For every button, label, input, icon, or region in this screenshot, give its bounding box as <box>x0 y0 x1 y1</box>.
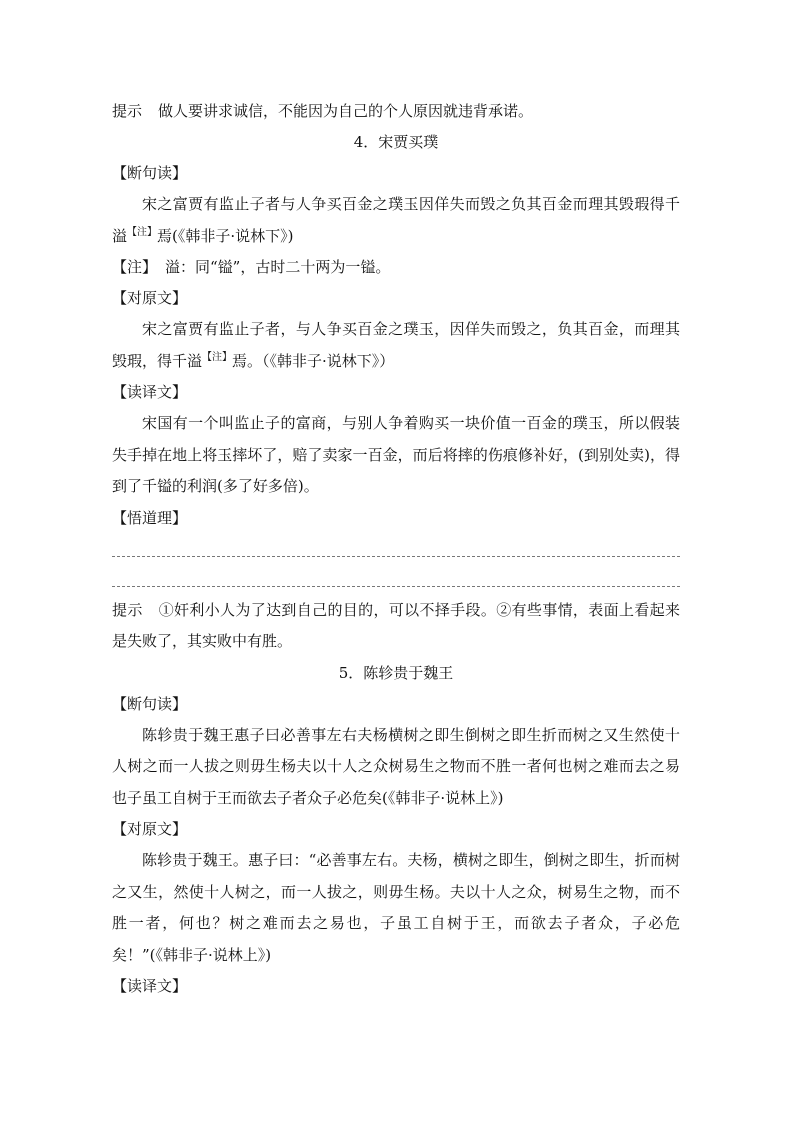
note-text: 溢：同“镒”，古时二十两为一镒。 <box>165 258 391 276</box>
original-text: 陈轸贵于魏王。惠子曰：“必善事左右。夫杨，横树之即生，倒树之即生，折而树之又生，然使十人树之，而一人拔之，则毋生杨。夫以十人之众，树易生之物，而不胜一者，何也？树之难而去之易也，子虽工自树于王，而欲去子者众，子必危矣！”(《韩非子·说林上》) <box>112 851 680 964</box>
note-line <box>112 252 680 283</box>
original-text <box>112 314 680 377</box>
document-page <box>112 96 680 1002</box>
note-marker: 【注】 <box>202 351 233 363</box>
section-title: 4．宋贾买璞 <box>353 133 439 151</box>
hint-label: 提示 <box>112 600 143 619</box>
note-marker: 【注】 <box>127 226 158 238</box>
section-title: 5．陈轸贵于魏王 <box>338 663 454 682</box>
section-heading: 【断句读】 <box>112 694 188 713</box>
hint-text: 做人要讲求诚信，不能因为自己的个人原因就违背承诺。 <box>158 102 534 120</box>
translation-text: 宋国有一个叫监止子的富商，与别人争着购买一块价值一百金的璞玉，所以假装失手掉在地上将玉摔坏了，赔了卖家一百金，而后将摔的伤痕修补好，(到别处卖)，得到了千镒的利润(多了好多倍)。 <box>112 414 680 495</box>
hint-text: ①奸利小人为了达到自己的目的，可以不择手段。②有些事情，表面上看起来是失败了，其实败中有胜。 <box>112 600 680 650</box>
section-heading: 【对原文】 <box>112 289 188 307</box>
section-heading: 【悟道理】 <box>112 508 188 527</box>
citation: 焉(《韩非子·说林下》) <box>157 226 294 245</box>
original-body: 宋之富贾有监止子者，与人争买百金之璞玉，因佯失而毁之，负其百金，而理其毁瑕，得千溢 <box>112 320 680 370</box>
punctuation-exercise-text <box>112 189 680 252</box>
section-heading: 【对原文】 <box>112 820 188 838</box>
note-label: 【注】 <box>112 258 158 276</box>
exercise-body: 宋之富贾有监止子者与人争买百金之璞玉因佯失而毁之负其百金而理其毁瑕得千溢 <box>112 195 680 245</box>
hint-label: 提示 <box>112 102 143 120</box>
section-heading: 【读译文】 <box>112 977 188 995</box>
citation: 焉。（《韩非子·说林下》） <box>232 351 395 370</box>
punctuation-exercise-text: 陈轸贵于魏王惠子曰必善事左右夫杨横树之即生倒树之即生折而树之又生然使十人树之而一人拔之则毋生杨夫以十人之众树易生之物而不胜一者何也树之难而去之易也子虽工自树于王而欲去子者众子必危矣(《韩非子·说林上》) <box>112 725 680 807</box>
section-heading: 【读译文】 <box>112 383 188 401</box>
section-heading: 【断句读】 <box>112 164 188 182</box>
hint-line <box>112 96 680 127</box>
hint-paragraph <box>112 595 680 658</box>
